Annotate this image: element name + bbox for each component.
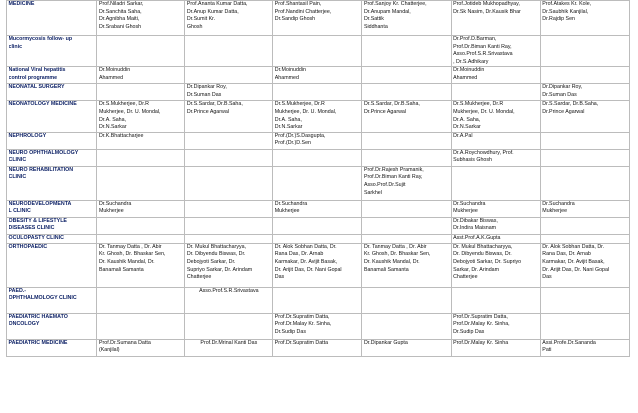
table-row — [7, 339, 630, 356]
doctor-cell — [362, 217, 451, 234]
doctor-cell: Dr.A.Pal — [451, 132, 540, 149]
doctor-cell: Dr.Moinuddin Ahammed — [273, 67, 362, 84]
doctor-cell: Dr. Alok Sobhan Datta, Dr. Rana Das, Dr. Arnab Karmakar, Dr. Avijit Basak, Dr. Arijit Das, Dr. Nani Gopal Das — [540, 243, 629, 287]
doctor-cell: Prof.(Dr.)S.Dasgupta, Prof.(Dr.)D.Sen — [273, 132, 362, 149]
doctor-cell: Dr.Moinuddin Ahammed — [451, 67, 540, 84]
schedule-body — [7, 1, 630, 357]
doctor-cell: Asso.Prof.S.R.Srivastava — [185, 287, 273, 313]
doctor-cell — [273, 166, 362, 200]
doctor-cell — [97, 217, 185, 234]
doctor-cell — [540, 234, 629, 243]
table-row — [7, 200, 630, 217]
table-row — [7, 217, 630, 234]
doctor-cell — [97, 36, 185, 67]
department-cell: PAED.- OPHTHALMOLOGY CLINIC — [7, 287, 97, 313]
doctor-cell: Prof.Dr.Supratim Datta, Prof.Dr.Malay Kr. Sinha, Dr.Sudip Das — [451, 313, 540, 339]
department-cell: NEONATOLOGY MEDICINE — [7, 101, 97, 132]
doctor-cell: Dr.Dibakar Biswas, Dr.Indira Maisnam — [451, 217, 540, 234]
department-cell: PAEDIATRIC HAEMATO ONCOLOGY — [7, 313, 97, 339]
doctor-cell — [185, 166, 273, 200]
department-cell: NEURO REHABILITATION CLINIC — [7, 166, 97, 200]
doctor-cell — [97, 166, 185, 200]
schedule-table — [6, 0, 630, 357]
doctor-cell: Dr.S.Mukherjee, Dr.R Mukherjee, Dr. U. Mondal, Dr.A. Saha, Dr.N.Sarkar — [97, 101, 185, 132]
doctor-cell: Prof.Dr.Mrinal Kanti Das — [185, 339, 273, 356]
doctor-cell — [185, 149, 273, 166]
doctor-cell: Prof.Dr.Supratim Datta, Prof.Dr.Malay Kr. Sinha, Dr.Sudip Das — [273, 313, 362, 339]
doctor-cell — [273, 217, 362, 234]
doctor-cell: Prof.Sanjoy Kr. Chatterjee, Dr.Anupam Mandal, Dr.Sattik Siddhanta — [362, 1, 451, 36]
department-cell: PAEDIATRIC MEDICINE — [7, 339, 97, 356]
doctor-cell — [97, 149, 185, 166]
doctor-cell — [362, 132, 451, 149]
table-row — [7, 287, 630, 313]
table-row — [7, 84, 630, 101]
doctor-cell: Dr.Moinuddin Ahammed — [97, 67, 185, 84]
doctor-cell — [97, 84, 185, 101]
table-row — [7, 101, 630, 132]
doctor-cell: Prof.Jotideb Mukhopadhyay, Dr.Sk Nasim, Dr.Kausik Bhar — [451, 1, 540, 36]
doctor-cell — [540, 166, 629, 200]
doctor-cell — [451, 287, 540, 313]
table-row — [7, 234, 630, 243]
doctor-cell: Dr. Tanmay Datta , Dr. Abir Kr. Ghosh, Dr. Bhaskar Sen, Dr. Kaushik Mandal, Dr. Banamali Samanta — [362, 243, 451, 287]
table-row — [7, 149, 630, 166]
table-row — [7, 132, 630, 149]
doctor-cell: Dr.S.Sardar, Dr.B.Saha, Dr.Prince Agarwal — [540, 101, 629, 132]
doctor-cell — [273, 36, 362, 67]
doctor-cell: Dr.Suchandra Mukherjee — [540, 200, 629, 217]
doctor-cell — [540, 36, 629, 67]
doctor-cell: Prof.Dr.Sumana Datta (Kanjilal) — [97, 339, 185, 356]
doctor-cell — [451, 166, 540, 200]
doctor-cell — [97, 313, 185, 339]
table-row — [7, 67, 630, 84]
doctor-cell — [185, 200, 273, 217]
doctor-cell: Dr.Dipankar Roy, Dr.Suman Das — [185, 84, 273, 101]
doctor-cell — [451, 84, 540, 101]
doctor-cell: Dr.A.Roychowdhury, Prof. Subhasis Ghosh — [451, 149, 540, 166]
doctor-cell: Dr. Mukul Bhattacharyya, Dr. Dibyendu Biswas, Dr. Debojyoti Sarkar, Dr. Supriyo Sarkar, Dr. Arindam Chatterjee — [451, 243, 540, 287]
doctor-cell — [273, 234, 362, 243]
doctor-cell: Dr.Suchandra Mukherjee — [97, 200, 185, 217]
table-row — [7, 36, 630, 67]
doctor-cell — [362, 313, 451, 339]
doctor-cell — [185, 67, 273, 84]
doctor-cell: Dr.Dipankar Gupta — [362, 339, 451, 356]
doctor-cell — [362, 36, 451, 67]
doctor-cell: Dr.K.Bhattacharjee — [97, 132, 185, 149]
department-cell: NEONATAL SURGERY — [7, 84, 97, 101]
doctor-cell: Prof.Shantasil Pain, Prof.Nandini Chatterjee, Dr.Sandip Ghosh — [273, 1, 362, 36]
doctor-cell: Dr.S.Mukherjee, Dr.R Mukherjee, Dr. U. Mondal, Dr.A. Saha, Dr.N.Sarkar — [451, 101, 540, 132]
doctor-cell: Dr.Prof.D.Barman, Prof.Dr.Biman Kanti Ray, Asso.Prof.S.R.Srivastava , Dr.S.Adhikary — [451, 36, 540, 67]
department-cell: OBESITY & LIFESTYLE DISEASES CLINIC — [7, 217, 97, 234]
doctor-cell: Prof.Ananta Kumar Datta, Dr.Anup Kumar Datta, Dr.Sumit Kr. Ghosh — [185, 1, 273, 36]
table-row — [7, 1, 630, 36]
department-cell: Mucormycosis follow- up clinic — [7, 36, 97, 67]
department-cell: OCULOPASTY CLINIC — [7, 234, 97, 243]
doctor-cell: Dr.S.Sardar, Dr.B.Saha, Dr.Prince Agarwal — [362, 101, 451, 132]
doctor-cell: Prof.Dr.Supratim Datta — [273, 339, 362, 356]
department-cell: MEDICINE — [7, 1, 97, 36]
doctor-cell — [362, 84, 451, 101]
doctor-cell — [185, 313, 273, 339]
doctor-cell: Dr. Tanmay Datta , Dr. Abir Kr. Ghosh, Dr. Bhaskar Sen, Dr. Kaushik Mandal, Dr. Banamali Samanta — [97, 243, 185, 287]
doctor-cell — [540, 149, 629, 166]
doctor-cell: Asst.Prof.A.K.Gupta — [451, 234, 540, 243]
doctor-cell — [185, 132, 273, 149]
doctor-cell — [540, 67, 629, 84]
doctor-cell — [540, 217, 629, 234]
department-cell: National Viral hepatitis control programme — [7, 67, 97, 84]
doctor-cell — [362, 234, 451, 243]
department-cell: NEPHROLOGY — [7, 132, 97, 149]
doctor-cell — [362, 287, 451, 313]
doctor-cell — [97, 287, 185, 313]
doctor-cell: Dr.S.Sardar, Dr.B.Saha, Dr.Prince Agarwal — [185, 101, 273, 132]
doctor-cell: Dr. Alok Sobhan Datta, Dr. Rana Das, Dr. Arnab Karmakar, Dr. Avijit Basak, Dr. Arijit Das, Dr. Nani Gopal Das — [273, 243, 362, 287]
doctor-cell — [273, 84, 362, 101]
doctor-cell — [362, 200, 451, 217]
doctor-cell — [540, 132, 629, 149]
doctor-cell — [362, 67, 451, 84]
doctor-cell — [185, 36, 273, 67]
doctor-cell: Prof.Atakes Kr. Kole, Dr.Saubhik Kanjilal, Dr.Rajdip Sen — [540, 1, 629, 36]
doctor-cell: Dr.S.Mukherjee, Dr.R Mukherjee, Dr. U. Mondal, Dr.A. Saha, Dr.N.Sarkar — [273, 101, 362, 132]
doctor-cell — [97, 234, 185, 243]
doctor-cell — [273, 287, 362, 313]
doctor-cell: Prof.Dr.Malay Kr. Sinha — [451, 339, 540, 356]
department-cell: ORTHOPAEDIC — [7, 243, 97, 287]
doctor-cell: Assi.Profe.Dr.Sananda Pati — [540, 339, 629, 356]
department-cell: NEURO OPHTHALMOLOGY CLINIC — [7, 149, 97, 166]
doctor-cell — [273, 149, 362, 166]
doctor-cell — [185, 217, 273, 234]
doctor-cell: Dr.Suchandra Mukherjee — [451, 200, 540, 217]
doctor-cell — [362, 149, 451, 166]
doctor-cell: Dr. Mukul Bhattacharyya, Dr. Dibyendu Biswas, Dr. Debojyoti Sarkar, Dr. Supriyo Sarkar, Dr. Arindam Chatterjee — [185, 243, 273, 287]
department-cell: NEURODEVELOPMENTA L CLINIC — [7, 200, 97, 217]
doctor-cell: Dr.Dipankar Roy, Dr.Suman Das — [540, 84, 629, 101]
table-row — [7, 166, 630, 200]
table-row — [7, 313, 630, 339]
doctor-cell — [185, 234, 273, 243]
doctor-cell — [540, 313, 629, 339]
doctor-cell: Prof.Niladri Sarkar, Dr.Sanchita Saha, Dr.Agnibha Maiti, Dr.Srabani Ghosh — [97, 1, 185, 36]
table-row — [7, 243, 630, 287]
doctor-cell — [540, 287, 629, 313]
doctor-cell: Prof.Dr.Rajesh Pramanik, Prof.Dr.Biman Kanti Ray, Asso.Prof.Dr.Sujit Sarkhel — [362, 166, 451, 200]
doctor-cell: Dr.Suchandra Mukherjee — [273, 200, 362, 217]
